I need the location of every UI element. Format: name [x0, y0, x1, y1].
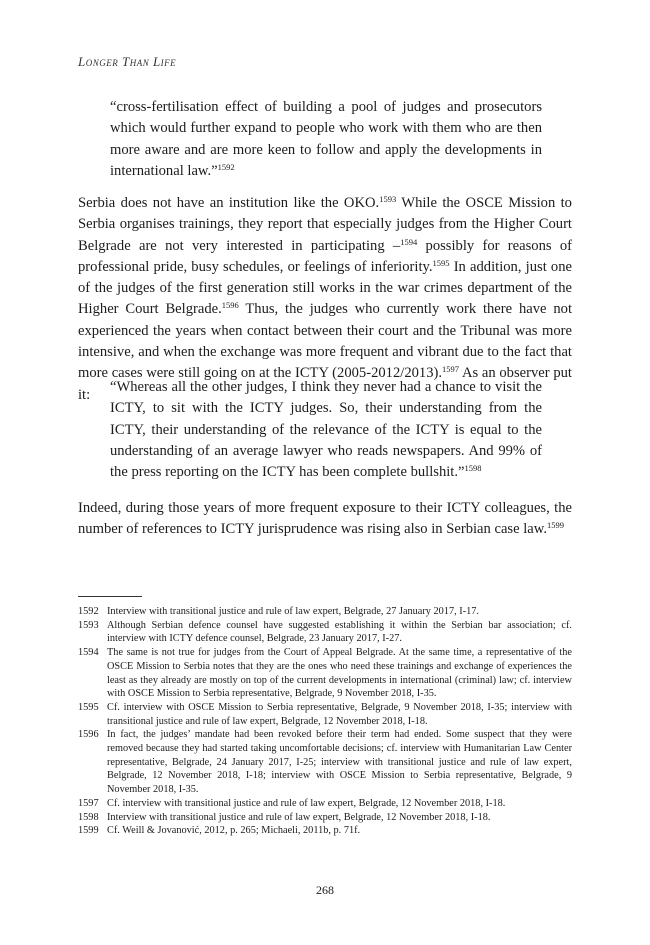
footnote-number: 1598 — [78, 811, 99, 823]
paragraph-text: possibly for reasons of professional pride, busy schedules, or feelings of inferiority. — [78, 237, 572, 275]
footnote — [78, 701, 572, 728]
paragraph-text: In addition, just one of the judges of the first generation still works in the war crimes department of the Higher Court Belgrade. — [78, 258, 572, 318]
footnote-separator — [78, 596, 142, 597]
footnote-ref[interactable]: 1594 — [400, 236, 418, 247]
footnote-text: Interview with transitional justice and rule of law expert, Belgrade, 27 January 2017, I-17. — [107, 606, 480, 617]
footnote — [78, 728, 572, 797]
footnote-ref[interactable]: 1593 — [379, 194, 397, 204]
paragraph-text: Thus, the judges who currently work there have not experienced the years when contact between their court and the Tribunal was more intensive, and when the exchange was more frequent and vibrant due to the fact that more cases were still going on at the ICTY (2005-2012/2013). — [78, 301, 572, 382]
footnote-ref[interactable]: 1595 — [432, 257, 450, 268]
footnote-ref[interactable]: 1596 — [221, 300, 239, 311]
footnote — [78, 619, 572, 646]
footnote-number: 1596 — [78, 729, 99, 741]
footnote-ref[interactable]: 1592 — [217, 161, 235, 172]
body-paragraph-2 — [78, 498, 572, 541]
block-quote-1 — [110, 97, 542, 182]
paragraph-text: Serbia does not have an institution like the OKO. — [78, 195, 380, 211]
footnote-text: Cf. interview with OSCE Mission to Serbia representative, Belgrade, 9 November 2018, I-35; interview with transitional justice and rule of law expert, Belgrade, 12 November 2018, I-18. — [107, 701, 572, 727]
footnote-number: 1599 — [78, 825, 99, 837]
footnote-number: 1593 — [78, 619, 99, 631]
footnote — [78, 605, 572, 619]
footnote-text: The same is not true for judges from the Court of Appeal Belgrade. At the same time, a representative of the OSCE Mission to Serbia notes that they are the ones who need these trainings and exchange of experiences the least as they already are mostly on top of the current developments in international (criminal) law; cf. interview with OSCE Mission to Serbia representative, Belgrade, 9 November 2018, I-35. — [107, 647, 572, 700]
footnote-ref[interactable]: 1599 — [547, 520, 565, 531]
footnote-number: 1597 — [78, 797, 99, 809]
footnote — [78, 824, 572, 838]
paragraph-text: While the OSCE Mission to Serbia organises trainings, they report that especially judges from the Higher Court Belgrade are not very interested in participating – — [78, 195, 572, 254]
footnote-text: Cf. interview with transitional justice and rule of law expert, Belgrade, 12 November 2018, I-18. — [107, 797, 506, 809]
footnote — [78, 811, 572, 825]
footnote — [78, 646, 572, 701]
body-paragraph-1 — [78, 193, 572, 406]
footnote — [78, 797, 572, 811]
paragraph-text: As an observer put it: — [78, 365, 572, 403]
quote-text: “Whereas all the other judges, I think they never had a chance to visit the ICTY, to sit with the ICTY judges. So, their understanding from the ICTY, their understanding of the relevance of the ICTY is equal to the understanding of an average lawyer who reads newspapers. And 99% of the press reporting on the ICTY has been complete bullshit.” — [110, 379, 542, 481]
footnote-list — [78, 605, 572, 838]
page-number: 268 — [316, 883, 334, 897]
footnote-text: In fact, the judges’ mandate had been revoked before their term had ended. Some suspect that they were removed because they had started taking uncomfortable decisions; cf. interview with Humanitarian Law Center representative, Belgrade, 24 January 2017, I-25; interview with transitional justice and rule of law expert, Belgrade, 12 November 2018, I-18; interview with OSCE Mission to Serbia representative, Belgrade, 9 November 2018, I-35. — [107, 729, 572, 796]
paragraph-text: Indeed, during those years of more frequent exposure to their ICTY colleagues, the number of references to ICTY jurisprudence was rising also in Serbian case law. — [78, 500, 572, 538]
footnote-text: Interview with transitional justice and rule of law expert, Belgrade, 12 November 2018, I-18. — [107, 811, 491, 823]
footnote-number: 1592 — [78, 606, 99, 617]
footnote-number: 1595 — [78, 701, 99, 713]
running-head: Longer Than Life — [78, 54, 177, 69]
block-quote-2 — [110, 377, 542, 483]
footnote-number: 1594 — [78, 647, 99, 659]
footnote-ref[interactable]: 1597 — [442, 364, 460, 375]
footnote-text: Cf. Weill & Jovanović, 2012, p. 265; Michaeli, 2011b, p. 71f. — [107, 825, 361, 837]
footnote-text: Although Serbian defence counsel have suggested establishing it within the Serbian bar association; cf. interview with ICTY defence counsel, Belgrade, 23 January 2017, I-27. — [107, 619, 572, 645]
quote-text: “cross-fertilisation effect of building a pool of judges and prosecutors which would further expand to people who work with them who are then more aware and are more keen to follow and apply the developments in international law.” — [110, 99, 542, 179]
footnote-ref[interactable]: 1598 — [464, 463, 482, 474]
